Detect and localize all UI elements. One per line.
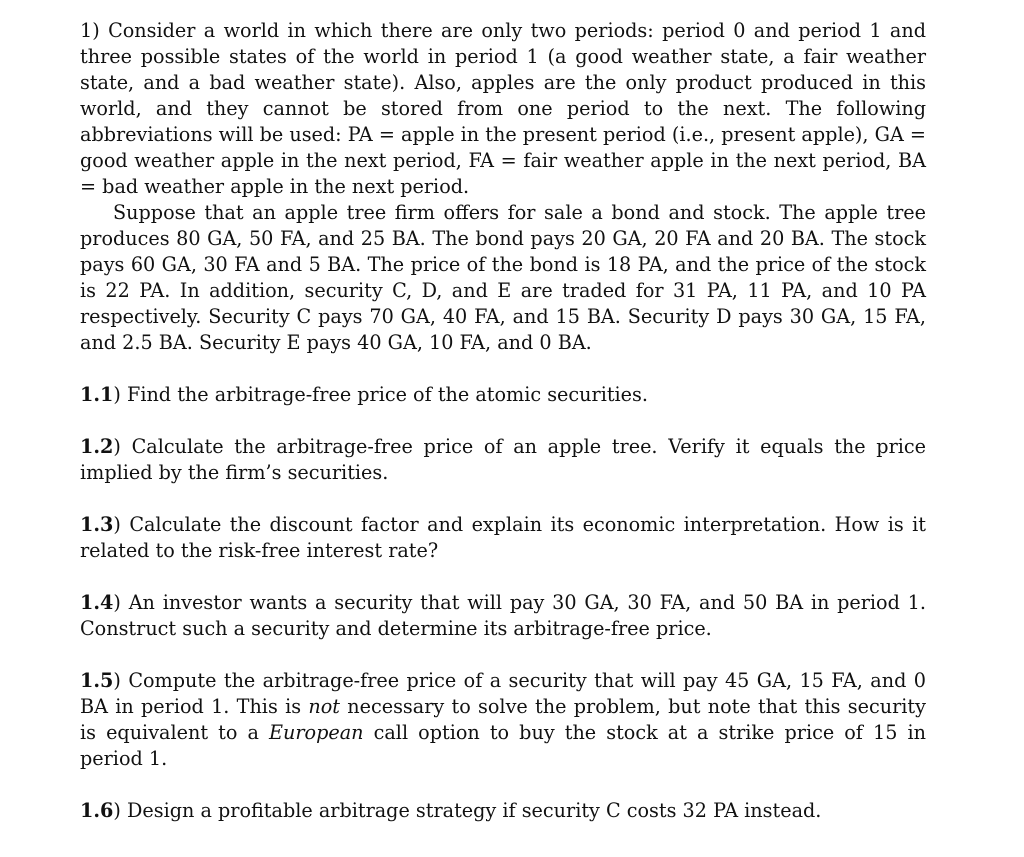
question-number: 1.3 xyxy=(80,513,114,536)
question-number: 1.6 xyxy=(80,799,114,822)
question-number: 1.4 xyxy=(80,591,114,614)
problem-intro xyxy=(80,18,926,200)
problem-document xyxy=(80,18,926,824)
question-number: 1.5 xyxy=(80,669,114,692)
question-1-5: 1.5) Compute the arbitrage-free price of a security that will pay 45 GA, 15 FA, and 0 BA in period 1. This is not necessary to solve the problem, but note that this security is equivalent to a European call option to buy the stock at a strike price of 15 in period 1. xyxy=(80,669,926,770)
problem-number: 1) xyxy=(80,19,100,42)
problem-setup: Suppose that an apple tree firm offers for sale a bond and stock. The apple tree produces 80 GA, 50 FA, and 25 BA. The bond pays 20 GA, 20 FA and 20 BA. The stock pays 60 GA, 30 FA and 5 BA. The price of the bond is 18 PA, and the price of the stock is 22 PA. In addition, security C, D, and E are traded for 31 PA, 11 PA, and 10 PA respectively. Security C pays 70 GA, 40 FA, and 15 BA. Security D pays 30 GA, 15 FA, and 2.5 BA. Security E pays 40 GA, 10 FA, and 0 BA. xyxy=(80,201,926,354)
question-number: 1.2 xyxy=(80,435,114,458)
question-number: 1.1 xyxy=(80,383,114,406)
question-text: Calculate the arbitrage-free price of an apple tree. Verify it equals the price implied by the firm’s securities. xyxy=(80,435,926,484)
question-text-part-a: Compute the arbitrage-free price of a security that will pay 45 GA, 15 FA, and 0 BA in period 1. This is xyxy=(80,669,926,718)
question-1-6: 1.6) Design a profitable arbitrage strategy if security C costs 32 PA instead. xyxy=(80,799,822,822)
question-text: Calculate the discount factor and explain its economic interpretation. How is it related to the risk-free interest rate? xyxy=(80,513,926,562)
question-1-4: 1.4) An investor wants a security that will pay 30 GA, 30 FA, and 50 BA in period 1. Construct such a security and determine its arbitrage-free price. xyxy=(80,591,926,640)
question-text: Design a profitable arbitrage strategy if security C costs 32 PA instead. xyxy=(127,799,822,822)
emphasis-european: European xyxy=(269,721,364,744)
problem-intro-text: Consider a world in which there are only two periods: period 0 and period 1 and three possible states of the world in period 1 (a good weather state, a fair weather state, and a bad weather state). Also, apples are the only product produced in this world, and they cannot be stored from one period to the next. The following abbreviations will be used: PA = apple in the present period (i.e., present apple), GA = good weather apple in the next period, FA = fair weather apple in the next period, BA = bad weather apple in the next period. xyxy=(80,19,926,198)
emphasis-not: not xyxy=(308,695,340,718)
question-text-part-b: necessary to solve the problem, but note that this security is equivalent to a xyxy=(80,695,926,744)
question-text: Find the arbitrage-free price of the atomic securities. xyxy=(127,383,648,406)
question-text: An investor wants a security that will pay 30 GA, 30 FA, and 50 BA in period 1. Construct such a security and determine its arbitrage-free price. xyxy=(80,591,926,640)
question-1-2: 1.2) Calculate the arbitrage-free price of an apple tree. Verify it equals the price implied by the firm’s securities. xyxy=(80,435,926,484)
question-text-part-c: call option to buy the stock at a strike price of 15 in period 1. xyxy=(80,721,926,770)
question-1-1: 1.1) Find the arbitrage-free price of the atomic securities. xyxy=(80,383,648,406)
question-1-3: 1.3) Calculate the discount factor and explain its economic interpretation. How is it related to the risk-free interest rate? xyxy=(80,513,926,562)
